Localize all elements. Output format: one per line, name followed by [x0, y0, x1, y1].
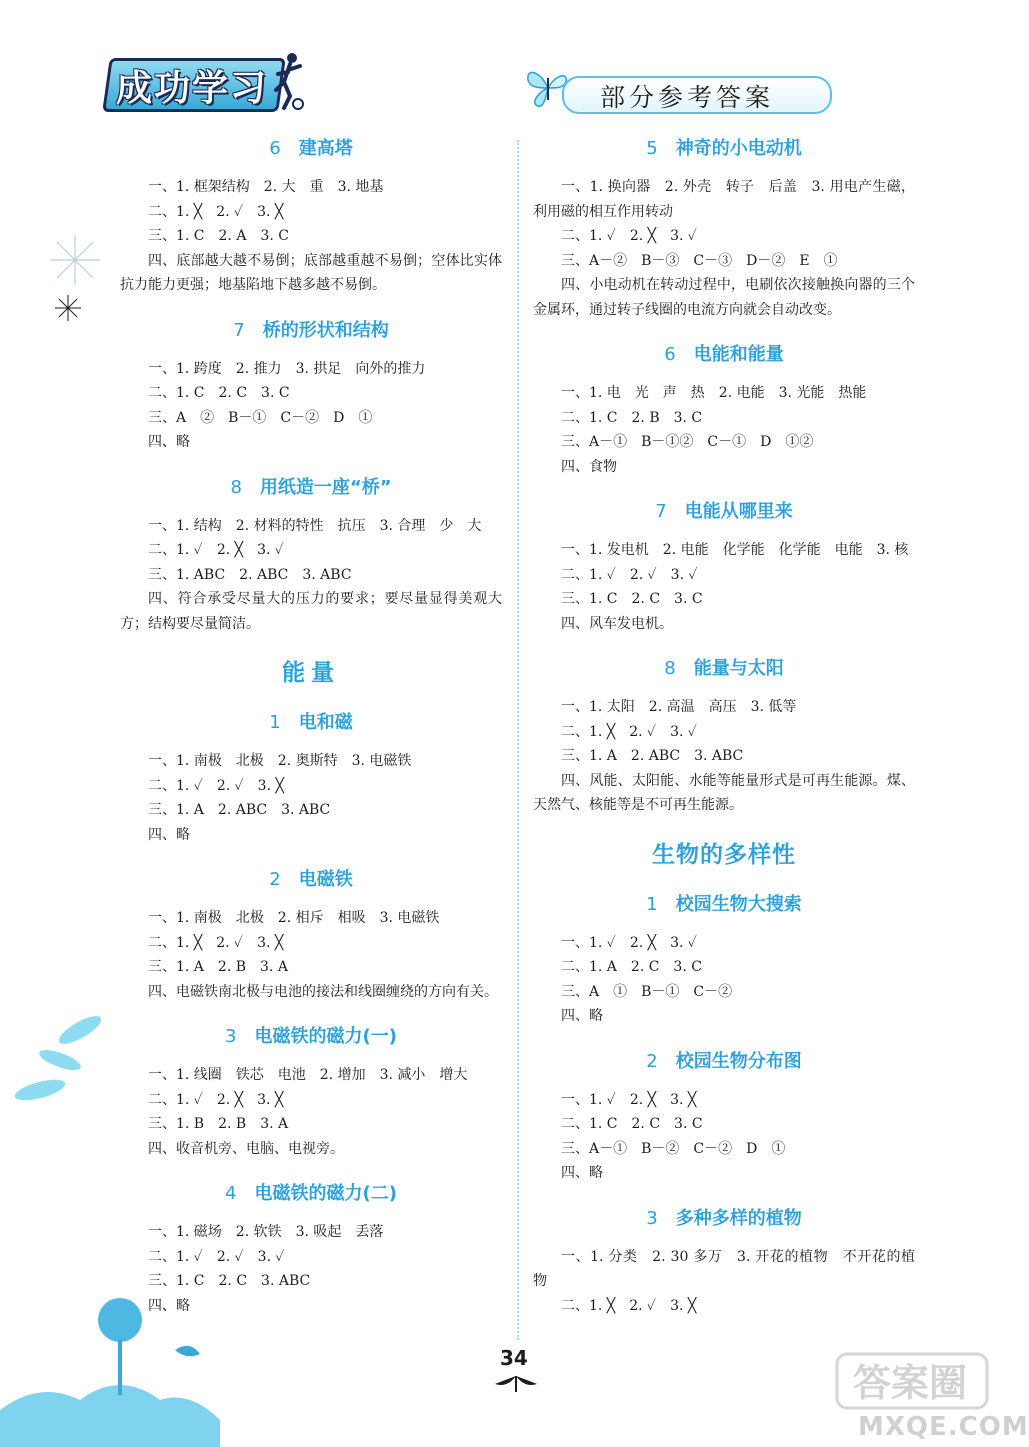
answer-line: 二、1. ╳ 2. ✓ 3. ✓ — [561, 723, 697, 740]
lesson-title: 7 桥的形状和结构 — [233, 319, 389, 341]
answer-line: 一、1. 磁场 2. 软铁 3. 吸起 丢落 — [148, 1224, 384, 1240]
lesson-section — [533, 501, 915, 636]
lesson-section — [120, 869, 502, 1004]
answer-line: 一、1. 跨度 2. 推力 3. 拱足 向外的推力 — [148, 360, 426, 377]
lesson-section — [120, 477, 502, 637]
lesson-title: 6 建高塔 — [269, 138, 353, 159]
answer-line: 二、1. C 2. C 3. C — [148, 385, 290, 401]
answer-line: 四、略 — [561, 1165, 603, 1181]
answer-header — [522, 66, 834, 116]
watermark-text: MXQE.COM — [858, 1412, 1029, 1442]
lesson-section — [120, 138, 502, 298]
answer-line: 一、1. 线圈 铁芯 电池 2. 增加 3. 减小 增大 — [148, 1067, 468, 1083]
answer-line: 三、1. C 2. C 3. C — [561, 591, 703, 607]
answer-line: 二、1. C 2. C 3. C — [561, 1116, 703, 1132]
football-player-icon — [270, 50, 306, 112]
answer-line: 二、1. ✓ 2. ╳ 3. ╳ — [148, 1091, 284, 1108]
leaf-ornament-icon — [10, 1000, 110, 1120]
lesson-title: 8 能量与太阳 — [664, 658, 784, 679]
answer-paragraph: 一、1. 发电机 2. 电能 化学能 化学能 电能 3. 核 — [561, 542, 909, 558]
watermark-logo-text: 答案圈 — [853, 1361, 968, 1405]
answer-line: 一、1. 南极 北极 2. 奥斯特 3. 电磁铁 — [148, 753, 412, 769]
lesson-section — [120, 1183, 502, 1318]
answer-line: 一、1. ✓ 2. ╳ 3. ✓ — [561, 934, 697, 951]
answer-title: 部分参考答案 — [600, 83, 775, 112]
answer-line: 二、1. ✓ 2. ✓ 3. ✓ — [148, 1248, 285, 1265]
unit-title: 能量 — [282, 660, 340, 686]
lesson-title: 1 校园生物大搜索 — [646, 893, 802, 915]
lesson-title: 7 电能从哪里来 — [655, 501, 793, 522]
answer-line: 二、1. ╳ 2. ✓ 3. ╳ — [561, 1297, 697, 1314]
answer-paragraph: 一、1. 分类 2. 30 多万 3. 开花的植物 不开花的植物 — [533, 1248, 915, 1289]
lesson-section — [533, 1208, 915, 1319]
answer-line: 四、收音机旁、电脑、电视旁。 — [148, 1140, 344, 1157]
lesson-section — [533, 344, 915, 479]
answer-line: 一、1. ✓ 2. ╳ 3. ╳ — [561, 1091, 697, 1108]
answer-line: 二、1. ╳ 2. ✓ 3. ╳ — [148, 203, 284, 220]
answer-paragraph: 四、风能、太阳能、水能等能量形式是可再生能源。煤、天然气、核能等是不可再生能源。 — [533, 772, 915, 813]
answer-line: 四、略 — [148, 434, 190, 450]
answer-line: 三、1. B 2. B 3. A — [148, 1116, 289, 1132]
lesson-title: 2 校园生物分布图 — [646, 1050, 802, 1072]
answer-line: 一、1. 结构 2. 材料的特性 抗压 3. 合理 少 大 — [148, 517, 482, 534]
lesson-section — [533, 894, 915, 1029]
lesson-section — [533, 658, 915, 818]
answer-line: 三、1. C 2. C 3. ABC — [148, 1273, 311, 1289]
lesson-section — [120, 320, 502, 455]
answer-line: 一、1. 框架结构 2. 大 重 3. 地基 — [148, 179, 384, 195]
left-column — [120, 138, 502, 1340]
page-number: 34 — [500, 1346, 528, 1370]
sparkle-icon — [40, 225, 110, 325]
answer-line: 四、略 — [561, 1008, 603, 1024]
answer-line: 三、A－① B－①② C－① D ①② — [561, 434, 814, 450]
answer-paragraph: 四、电磁铁南北极与电池的接法和线圈缠绕的方向有关。 — [148, 983, 498, 1000]
answer-line: 三、1. C 2. A 3. C — [148, 228, 289, 244]
lesson-title: 6 电能和能量 — [664, 344, 784, 365]
lesson-section — [120, 1026, 502, 1161]
lesson-title: 1 电和磁 — [269, 712, 353, 733]
answer-paragraph: 四、小电动机在转动过程中，电刷依次接触换向器的三个金属环，通过转子线圈的电流方向就会自动改变。 — [533, 277, 915, 318]
answer-line: 四、略 — [148, 1297, 190, 1314]
lesson-title: 3 电磁铁的磁力(一) — [225, 1026, 397, 1047]
logo-text: 成功学习 — [116, 68, 269, 109]
answer-line: 一、1. 电 光 声 热 2. 电能 3. 光能 热能 — [561, 385, 867, 401]
unit-title: 生物的多样性 — [652, 841, 796, 868]
column-divider — [517, 140, 519, 1340]
lesson-section — [533, 138, 915, 322]
answer-line: 三、A－① B－② C－② D ① — [561, 1140, 786, 1157]
answer-line: 三、1. A 2. ABC 3. ABC — [561, 748, 744, 764]
lesson-title: 4 电磁铁的磁力(二) — [225, 1183, 397, 1204]
watermark-logo-icon — [835, 1350, 995, 1412]
brand-logo — [92, 50, 302, 112]
lesson-title: 8 用纸造一座“桥” — [230, 476, 392, 498]
lesson-title: 3 多种多样的植物 — [646, 1207, 802, 1229]
answer-line: 二、1. ╳ 2. ✓ 3. ╳ — [148, 934, 284, 951]
right-column — [533, 138, 915, 1340]
answer-line: 二、1. ✓ 2. ╳ 3. ✓ — [561, 228, 697, 244]
lesson-section — [533, 1051, 915, 1186]
leaf-ornament-icon — [493, 1372, 539, 1394]
lesson-title: 2 电磁铁 — [269, 869, 353, 890]
answer-paragraph: 四、符合承受尽量大的压力的要求；要尽量显得美观大方；结构要尽量简洁。 — [120, 591, 502, 632]
answer-line: 三、1. A 2. B 3. A — [148, 959, 288, 975]
answer-paragraph: 一、1. 换向器 2. 外壳 转子 后盖 3. 用电产生磁，利用磁的相互作用转动 — [533, 179, 915, 220]
answer-line: 四、略 — [148, 826, 190, 843]
answer-line: 二、1. ✓ 2. ✓ 3. ✓ — [561, 566, 698, 583]
lesson-title: 5 神奇的小电动机 — [646, 138, 802, 159]
answer-line: 四、食物 — [561, 458, 617, 475]
answer-line: 四、风车发电机。 — [561, 615, 673, 632]
answer-line: 三、A－② B－③ C－③ D－② E ① — [561, 252, 838, 269]
answer-line: 二、1. A 2. C 3. C — [561, 959, 702, 975]
answer-line: 二、1. ✓ 2. ╳ 3. ✓ — [148, 542, 284, 558]
answer-line: 二、1. C 2. B 3. C — [561, 409, 703, 426]
answer-line: 三、1. ABC 2. ABC 3. ABC — [148, 566, 352, 583]
answer-line: 三、A ② B－① C－② D ① — [148, 409, 373, 426]
answer-paragraph: 四、底部越大越不易倒；底部越重越不易倒；空体比实体抗力能力更强；地基陷地下越多越不易倒。 — [120, 252, 502, 293]
answer-line: 一、1. 南极 北极 2. 相斥 相吸 3. 电磁铁 — [148, 910, 440, 926]
answer-line: 一、1. 太阳 2. 高温 高压 3. 低等 — [561, 699, 797, 715]
answer-line: 三、A ① B－① C－② — [561, 983, 733, 1000]
lesson-section — [120, 712, 502, 847]
answer-line: 三、1. A 2. ABC 3. ABC — [148, 802, 331, 818]
answer-line: 二、1. ✓ 2. ✓ 3. ╳ — [148, 777, 284, 794]
